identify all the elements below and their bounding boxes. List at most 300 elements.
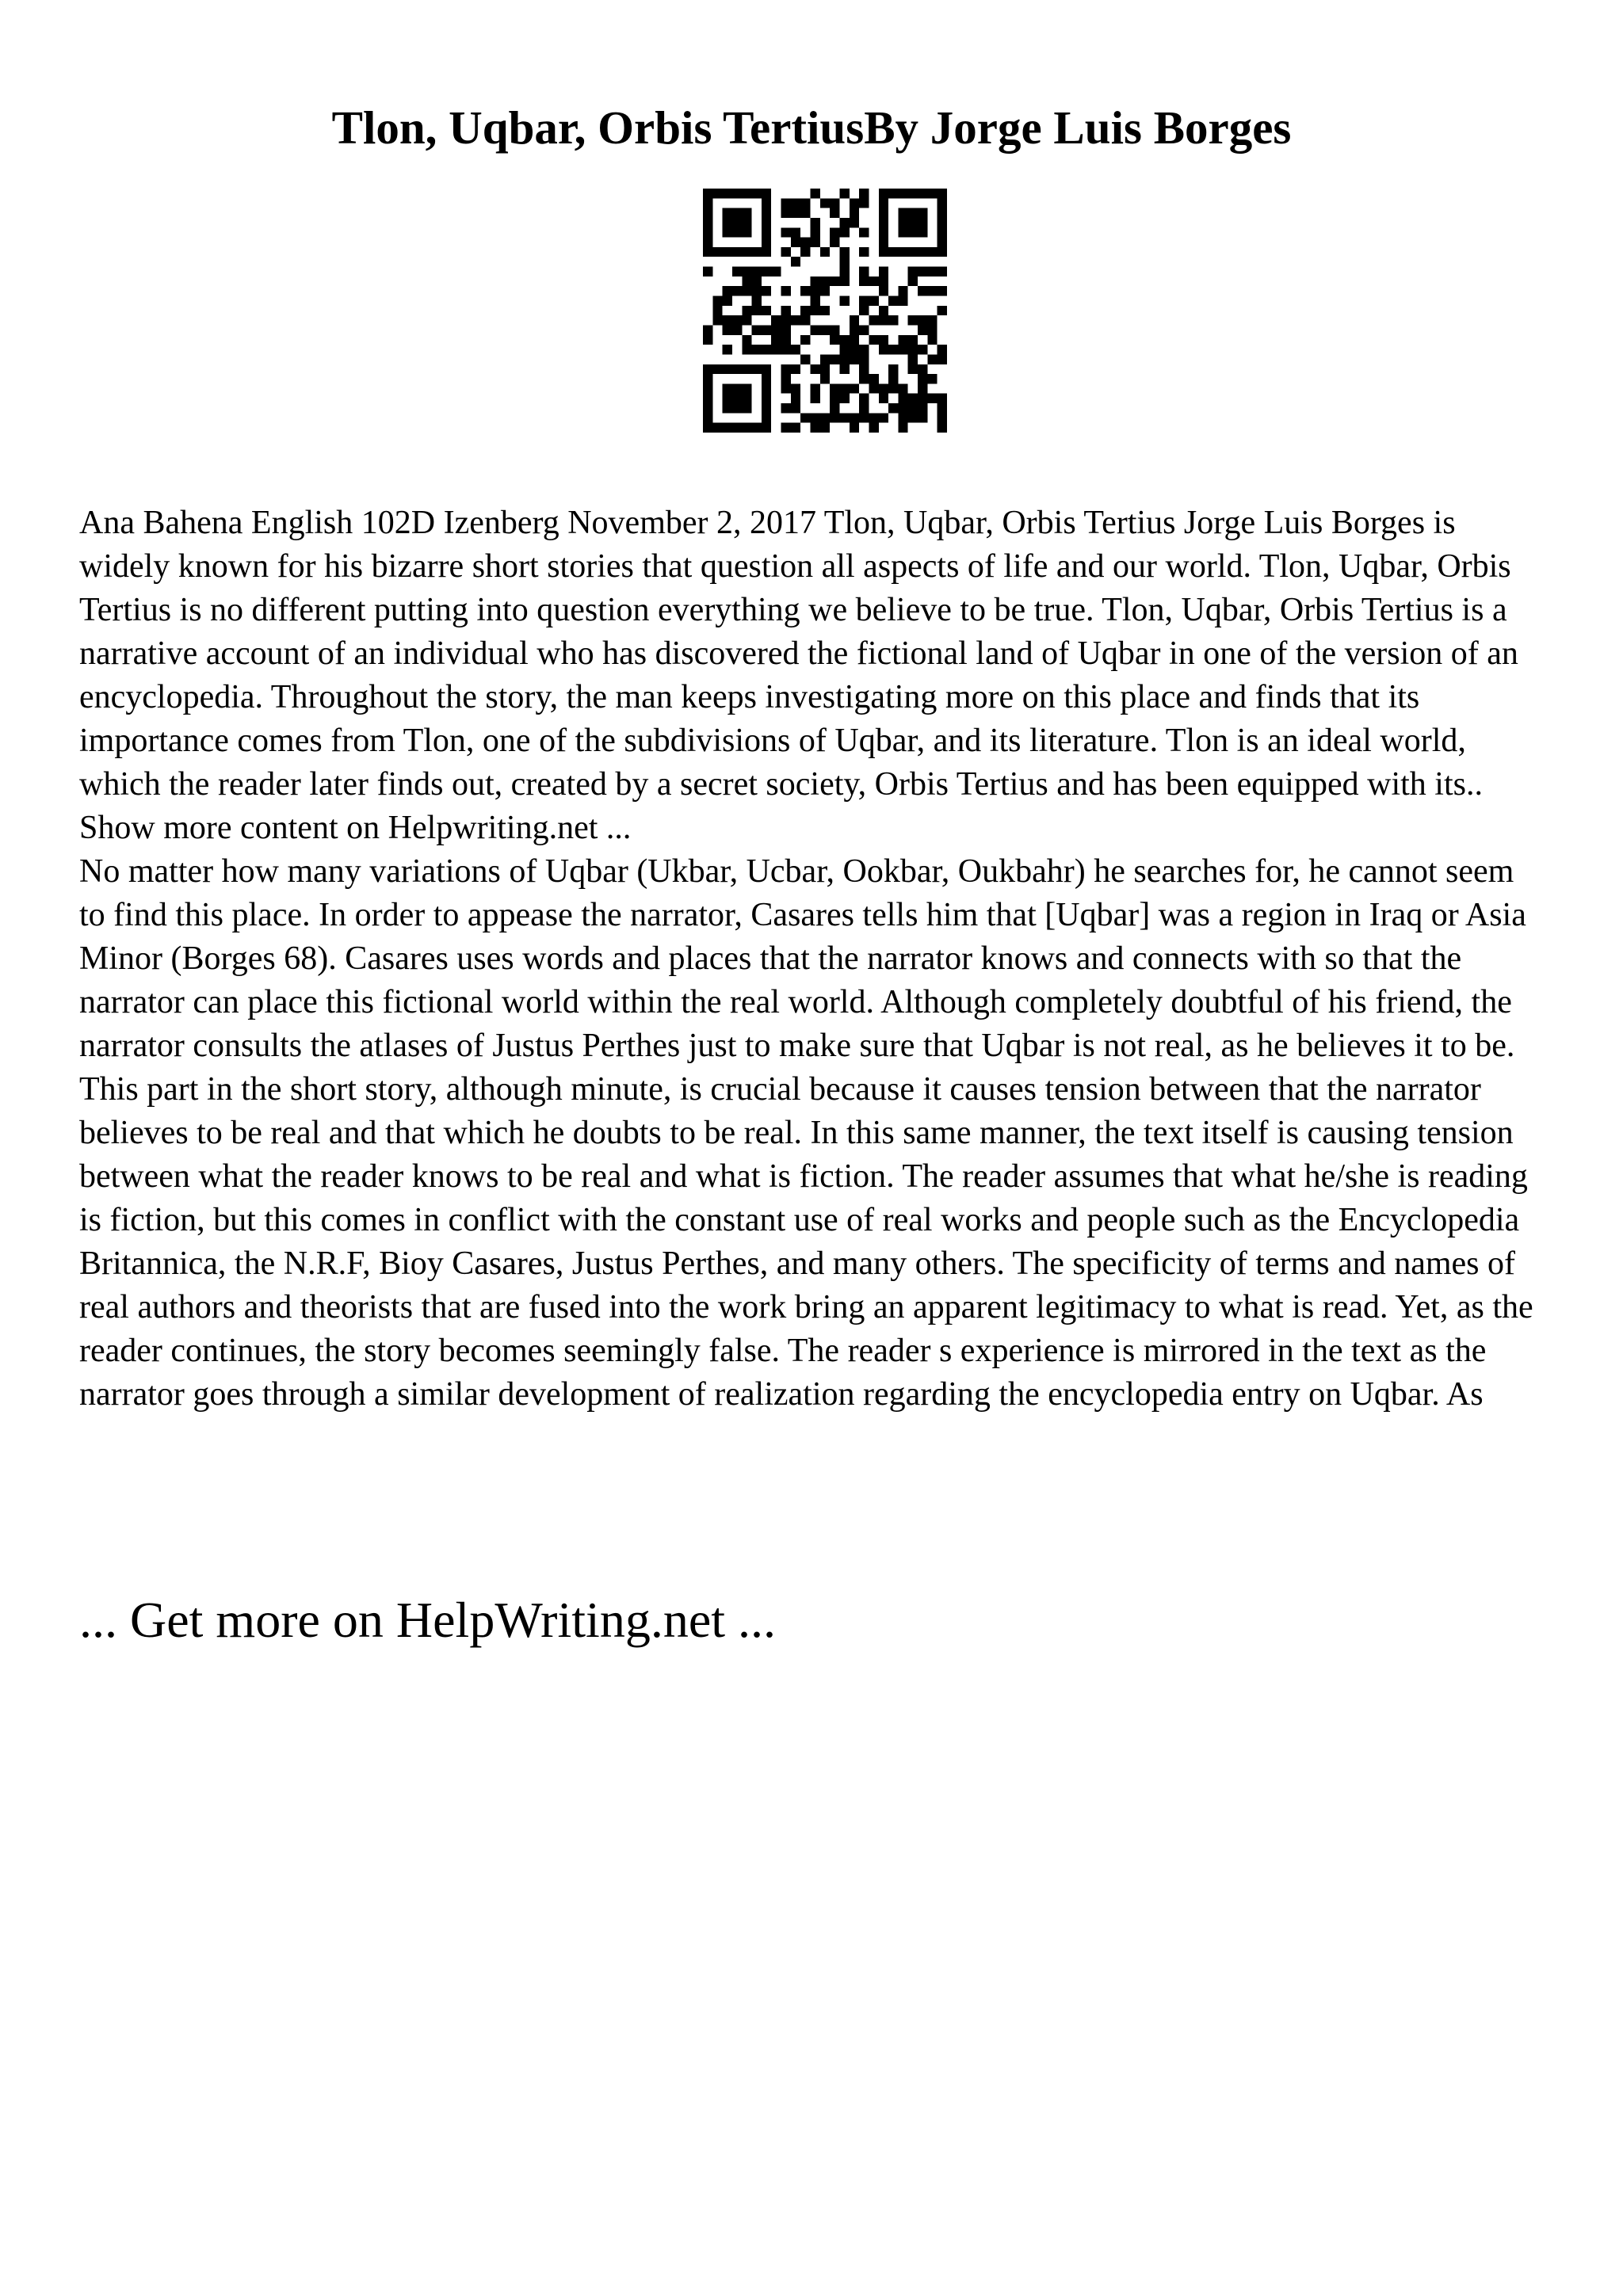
qr-module: [781, 286, 791, 296]
qr-module: [839, 383, 849, 393]
get-more-link[interactable]: ... Get more on HelpWriting.net ...: [79, 1592, 776, 1648]
qr-module: [850, 383, 859, 393]
qr-module: [742, 345, 751, 354]
qr-module: [869, 335, 878, 345]
qr-module: [830, 198, 839, 208]
qr-module: [898, 227, 907, 237]
qr-module: [703, 238, 712, 247]
qr-module: [811, 423, 820, 433]
qr-module: [908, 364, 918, 374]
qr-module: [918, 315, 927, 325]
qr-module: [839, 247, 849, 257]
qr-module: [879, 413, 888, 422]
qr-module: [781, 345, 791, 354]
qr-module: [752, 306, 762, 315]
qr-module: [791, 345, 800, 354]
qr-module: [927, 354, 937, 364]
qr-module: [898, 286, 907, 296]
qr-module: [800, 306, 810, 315]
qr-module: [771, 335, 781, 345]
qr-module: [703, 198, 712, 208]
qr-module: [908, 277, 918, 286]
qr-module: [723, 296, 732, 306]
qr-module: [791, 403, 800, 413]
qr-module: [938, 189, 947, 198]
qr-module: [820, 423, 830, 433]
qr-module: [742, 383, 751, 393]
qr-module: [879, 335, 888, 345]
qr-module: [859, 306, 869, 315]
qr-module: [811, 218, 820, 227]
qr-module: [781, 247, 791, 257]
qr-module: [703, 325, 712, 334]
qr-module: [800, 315, 810, 325]
qr-module: [918, 208, 927, 218]
qr-module: [908, 315, 918, 325]
qr-module: [762, 227, 771, 237]
qr-module: [888, 315, 898, 325]
qr-module: [898, 218, 907, 227]
qr-module: [898, 413, 907, 422]
qr-module: [811, 189, 820, 198]
qr-module: [820, 286, 830, 296]
qr-module: [839, 345, 849, 354]
qr-module: [908, 413, 918, 422]
qr-module: [918, 227, 927, 237]
qr-module: [811, 238, 820, 247]
qr-module: [888, 364, 898, 374]
qr-module: [879, 267, 888, 277]
qr-module: [918, 286, 927, 296]
qr-module: [742, 218, 751, 227]
paragraph-intro: [79, 502, 1544, 850]
qr-module: [732, 286, 742, 296]
qr-module: [938, 394, 947, 403]
qr-module: [938, 345, 947, 354]
qr-module: [762, 189, 771, 198]
qr-module: [879, 238, 888, 247]
qr-module: [927, 189, 937, 198]
qr-module: [732, 267, 742, 277]
qr-module: [898, 345, 907, 354]
qr-module: [859, 394, 869, 403]
qr-module: [898, 394, 907, 403]
qr-module: [703, 423, 712, 433]
qr-module: [781, 383, 791, 393]
qr-module: [908, 208, 918, 218]
qr-module: [742, 335, 751, 345]
qr-module: [791, 423, 800, 433]
qr-module: [879, 218, 888, 227]
qr-module: [811, 277, 820, 286]
qr-module: [830, 354, 839, 364]
qr-module: [811, 227, 820, 237]
qr-module: [859, 325, 869, 334]
qr-module: [839, 277, 849, 286]
qr-module: [762, 286, 771, 296]
qr-module: [703, 335, 712, 345]
qr-module: [762, 325, 771, 334]
qr-module: [752, 277, 762, 286]
qr-module: [839, 189, 849, 198]
qr-module: [839, 364, 849, 374]
qr-module: [752, 247, 762, 257]
qr-module: [938, 306, 947, 315]
qr-module: [927, 247, 937, 257]
qr-module: [752, 364, 762, 374]
qr-module: [830, 383, 839, 393]
qr-module: [927, 315, 937, 325]
qr-module: [811, 286, 820, 296]
qr-module: [927, 394, 937, 403]
qr-module: [859, 364, 869, 374]
qr-module: [712, 306, 722, 315]
qr-module: [800, 286, 810, 296]
qr-module: [918, 413, 927, 422]
qr-module: [820, 374, 830, 383]
qr-module: [918, 345, 927, 354]
qr-module: [850, 315, 859, 325]
qr-module: [781, 198, 791, 208]
qr-module: [791, 227, 800, 237]
qr-module: [850, 413, 859, 422]
qr-module: [908, 218, 918, 227]
qr-module: [762, 345, 771, 354]
qr-module: [820, 306, 830, 315]
qr-module: [938, 286, 947, 296]
qr-module: [927, 335, 937, 345]
qr-module: [732, 247, 742, 257]
qr-module: [811, 383, 820, 393]
qr-module: [820, 277, 830, 286]
qr-module: [762, 306, 771, 315]
qr-module: [723, 345, 732, 354]
qr-module: [908, 189, 918, 198]
qr-module: [879, 208, 888, 218]
qr-module: [732, 315, 742, 325]
qr-module: [703, 247, 712, 257]
qr-module: [800, 238, 810, 247]
qr-module: [781, 306, 791, 315]
qr-module: [879, 306, 888, 315]
qr-module: [850, 218, 859, 227]
qr-module: [732, 218, 742, 227]
document-body: [79, 502, 1544, 1417]
qr-module: [811, 325, 820, 334]
qr-module: [859, 227, 869, 237]
qr-module: [723, 218, 732, 227]
qr-module: [908, 227, 918, 237]
qr-module: [712, 189, 722, 198]
qr-module: [850, 208, 859, 218]
qr-module: [918, 383, 927, 393]
qr-module: [879, 315, 888, 325]
qr-module: [898, 335, 907, 345]
qr-module: [938, 208, 947, 218]
qr-module: [839, 227, 849, 237]
qr-module: [742, 306, 751, 315]
qr-module: [703, 394, 712, 403]
qr-module: [927, 374, 937, 383]
qr-module: [703, 189, 712, 198]
qr-module: [830, 238, 839, 247]
qr-module: [800, 413, 810, 422]
qr-module: [839, 267, 849, 277]
qr-module: [762, 413, 771, 422]
qr-module: [888, 296, 898, 306]
qr-module: [762, 394, 771, 403]
qr-module: [762, 267, 771, 277]
qr-module: [918, 247, 927, 257]
qr-module: [898, 383, 907, 393]
qr-module: [723, 403, 732, 413]
qr-module: [938, 218, 947, 227]
qr-module: [938, 413, 947, 422]
qr-module: [850, 198, 859, 208]
qr-module: [732, 364, 742, 374]
qr-module: [791, 257, 800, 266]
qr-module: [791, 198, 800, 208]
qr-module: [850, 423, 859, 433]
qr-module: [703, 227, 712, 237]
qr-module: [742, 208, 751, 218]
qr-code-graphic: [703, 189, 947, 433]
qr-module: [791, 315, 800, 325]
qr-module: [938, 198, 947, 208]
qr-module: [800, 247, 810, 257]
qr-module: [742, 364, 751, 374]
qr-module: [839, 257, 849, 266]
qr-module: [879, 286, 888, 296]
qr-module: [908, 354, 918, 364]
show-more-link[interactable]: .. Show more content on Helpwriting.net ...: [79, 766, 1483, 846]
qr-module: [888, 247, 898, 257]
qr-module: [879, 198, 888, 208]
qr-module: [732, 403, 742, 413]
qr-module: [830, 413, 839, 422]
qr-module: [918, 218, 927, 227]
qr-module: [752, 189, 762, 198]
qr-module: [742, 286, 751, 296]
qr-module: [918, 267, 927, 277]
qr-module: [723, 189, 732, 198]
qr-module: [908, 267, 918, 277]
qr-module: [742, 277, 751, 286]
qr-module: [781, 403, 791, 413]
qr-module: [800, 208, 810, 218]
qr-module: [879, 345, 888, 354]
qr-module: [869, 423, 878, 433]
qr-module: [742, 394, 751, 403]
qr-module: [908, 394, 918, 403]
qr-module: [781, 374, 791, 383]
qr-module: [830, 335, 839, 345]
qr-module: [762, 383, 771, 393]
qr-module: [723, 423, 732, 433]
qr-module: [762, 218, 771, 227]
qr-module: [732, 423, 742, 433]
qr-module: [869, 413, 878, 422]
qr-module: [712, 423, 722, 433]
qr-module: [752, 296, 762, 306]
qr-module: [927, 325, 937, 334]
qr-module: [723, 208, 732, 218]
qr-module: [703, 208, 712, 218]
qr-module: [927, 267, 937, 277]
qr-module: [800, 335, 810, 345]
qr-module: [938, 227, 947, 237]
qr-module: [752, 345, 762, 354]
qr-module: [771, 345, 781, 354]
qr-module: [850, 345, 859, 354]
qr-module: [742, 403, 751, 413]
qr-module: [771, 267, 781, 277]
qr-module: [888, 374, 898, 383]
qr-module: [811, 413, 820, 422]
paragraph-main: No matter how many variations of Uqbar (Ukbar, Ucbar, Ookbar, Oukbahr) he searches for, he cannot seem to find this place. In order to appease the narrator, Casares tells him that [Uqbar] was a region in Iraq or Asia Minor (Borges 68). Casares uses words and places that the narrator knows and connects with so that the narrator can place this fictional world within the real world. Although completely doubtful of his friend, the narrator consults the atlases of Justus Perthes just to make sure that Uqbar is not real, as he believes it to be. This part in the short story, although minute, is crucial because it causes tension between that the narrator believes to be real and that which he doubts to be real. In this same manner, the text itself is causing tension between what the reader knows to be real and what is fiction. The reader assumes that what he/she is reading is fiction, but this comes in conflict with the constant use of real works and people such as the Encyclopedia Britannica, the N.R.F, Bioy Casares, Justus Perthes, and many others. The specificity of terms and names of real authors and theorists that are fused into the work bring an apparent legitimacy to what is read. Yet, as the reader continues, the story becomes seemingly false. The reader s experience is mirrored in the text as the narrator goes through a similar development of realization regarding the encyclopedia entry on Uqbar. As: [79, 853, 1533, 1413]
qr-module: [703, 413, 712, 422]
qr-module: [859, 189, 869, 198]
qr-module: [762, 423, 771, 433]
qr-module: [791, 364, 800, 374]
qr-module: [732, 394, 742, 403]
qr-module: [888, 345, 898, 354]
qr-module: [781, 335, 791, 345]
qr-module: [752, 325, 762, 334]
qr-module: [898, 296, 907, 306]
qr-module: [791, 394, 800, 403]
qr-module: [938, 247, 947, 257]
qr-module: [859, 413, 869, 422]
qr-module: [938, 238, 947, 247]
qr-module: [762, 374, 771, 383]
qr-module: [839, 335, 849, 345]
qr-module: [918, 364, 927, 374]
qr-module: [712, 296, 722, 306]
qr-module: [712, 315, 722, 325]
qr-module: [927, 286, 937, 296]
qr-module: [859, 403, 869, 413]
qr-module: [800, 198, 810, 208]
qr-module: [723, 383, 732, 393]
qr-module: [703, 374, 712, 383]
qr-module: [762, 238, 771, 247]
qr-module: [859, 277, 869, 286]
qr-module: [879, 394, 888, 403]
qr-module: [762, 247, 771, 257]
qr-module: [830, 227, 839, 237]
qr-module: [742, 315, 751, 325]
qr-module: [938, 403, 947, 413]
paragraph-intro-text: Ana Bahena English 102D Izenberg November 2, 2017 Tlon, Uqbar, Orbis Tertius Jorge Luis Borges is widely known for his bizarre short stories that question all aspects of life and our world. Tlon, Uqbar, Orbis Tertius is no different putting into question everything we believe to be true. Tlon, Uqbar, Orbis Tertius is a narrative account of an individual who has discovered the fictional land of Uqbar in one of the version of an encyclopedia. Throughout the story, the man keeps investigating more on this place and finds that its importance comes from Tlon, one of the subdivisions of Uqbar, and its literature. Tlon is an ideal world, which the reader later finds out, created by a secret society, Orbis Tertius and has been equipped with its: [79, 505, 1518, 803]
qr-module: [938, 423, 947, 433]
qr-module: [918, 403, 927, 413]
qr-module: [850, 335, 859, 345]
qr-module: [723, 325, 732, 334]
qr-module: [752, 286, 762, 296]
qr-module: [830, 325, 839, 334]
qr-module: [898, 247, 907, 257]
qr-module: [839, 218, 849, 227]
document-title: Tlon, Uqbar, Orbis TertiusBy Jorge Luis Borges: [331, 101, 1292, 154]
qr-module: [781, 315, 791, 325]
qr-module: [732, 325, 742, 334]
qr-module: [938, 354, 947, 364]
qr-module: [703, 218, 712, 227]
qr-module: [859, 296, 869, 306]
qr-module: [879, 189, 888, 198]
qr-module: [811, 394, 820, 403]
qr-module: [742, 423, 751, 433]
qr-module: [820, 198, 830, 208]
qr-module: [938, 267, 947, 277]
qr-module: [898, 423, 907, 433]
qr-module: [908, 247, 918, 257]
qr-module: [869, 277, 878, 286]
qr-module: [879, 247, 888, 257]
qr-module: [839, 394, 849, 403]
qr-module: [742, 189, 751, 198]
qr-module: [742, 247, 751, 257]
qr-module: [781, 325, 791, 334]
qr-module: [850, 325, 859, 334]
qr-module: [723, 394, 732, 403]
qr-module: [908, 335, 918, 345]
qr-module: [703, 403, 712, 413]
qr-module: [712, 247, 722, 257]
qr-module: [839, 413, 849, 422]
qr-module: [879, 383, 888, 393]
qr-module: [908, 345, 918, 354]
qr-module: [879, 277, 888, 286]
qr-module: [752, 423, 762, 433]
qr-module: [888, 403, 898, 413]
qr-module: [723, 286, 732, 296]
qr-code-icon[interactable]: [703, 189, 947, 433]
qr-module: [869, 374, 878, 383]
qr-module: [762, 403, 771, 413]
qr-module: [869, 296, 878, 306]
qr-module: [859, 198, 869, 208]
qr-module: [820, 247, 830, 257]
qr-module: [859, 374, 869, 383]
qr-module: [898, 403, 907, 413]
qr-module: [869, 315, 878, 325]
qr-module: [918, 374, 927, 383]
qr-module: [811, 364, 820, 374]
qr-module: [781, 364, 791, 374]
qr-module: [771, 315, 781, 325]
qr-module: [723, 227, 732, 237]
qr-module: [869, 383, 878, 393]
qr-module: [732, 383, 742, 393]
qr-module: [830, 277, 839, 286]
qr-module: [898, 208, 907, 218]
qr-module: [752, 267, 762, 277]
qr-module: [703, 364, 712, 374]
qr-module: [811, 296, 820, 306]
qr-module: [830, 208, 839, 218]
qr-module: [820, 413, 830, 422]
qr-module: [703, 267, 712, 277]
qr-module: [732, 208, 742, 218]
qr-module: [712, 364, 722, 374]
qr-module: [850, 354, 859, 364]
qr-module: [918, 394, 927, 403]
qr-module: [888, 383, 898, 393]
qr-module: [723, 247, 732, 257]
qr-module: [820, 364, 830, 374]
